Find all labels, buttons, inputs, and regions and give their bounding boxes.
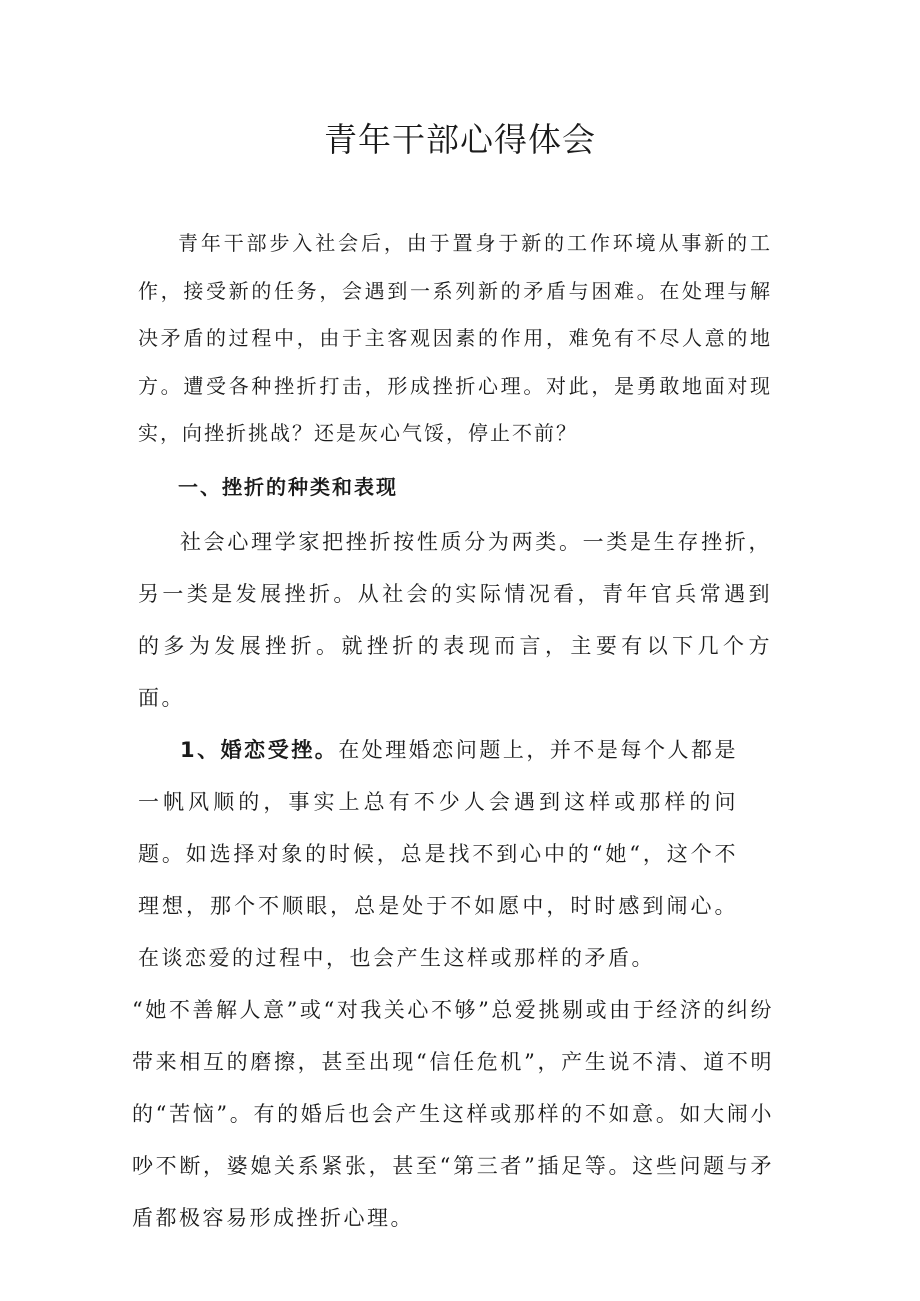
continuation-paragraph: “她不善解人意”或“对我关心不够”总爱挑剔或由于经济的纠纷带来相互的磨擦，甚至出现“信任危机”，产生说不清、道不明的“苦恼”。有的婚后也会产生这样或那样的不如意。如大闹小吵不断，婆媳关系紧张，甚至“第三者”插足等。这些问题与矛盾都极容易形成挫折心理。 — [132, 997, 774, 1230]
section-heading: 一、挫折的种类和表现 — [178, 474, 398, 499]
list-item-paragraph — [138, 724, 738, 984]
list-item-text: 在处理婚恋问题上，并不是每个人都是一帆风顺的，事实上总有不少人会遇到这样或那样的问题。如选择对象的时候，总是找不到心中的“她“，这个不理想，那个不顺眼，总是处于不如愿中，时时感到闹心。在谈恋爱的过程中，也会产生这样或那样的矛盾。 — [138, 737, 738, 970]
section-paragraph: 社会心理学家把挫折按性质分为两类。一类是生存挫折，另一类是发展挫折。从社会的实际情况看，青年官兵常遇到的多为发展挫折。就挫折的表现而言，主要有以下几个方面。 — [138, 529, 772, 710]
document-title: 青年干部心得体会 — [324, 120, 596, 159]
document-body — [132, 220, 774, 1244]
intro-paragraph: 青年干部步入社会后，由于置身于新的工作环境从事新的工作，接受新的任务，会遇到一系列新的矛盾与困难。在处理与解决矛盾的过程中，由于主客观因素的作用，难免有不尽人意的地方。遭受各种挫折打击，形成挫折心理。对此，是勇敢地面对现实，向挫折挑战？还是灰心气馁，停止不前？ — [138, 231, 772, 445]
list-item-lead: 1、婚恋受挫。 — [180, 737, 339, 762]
